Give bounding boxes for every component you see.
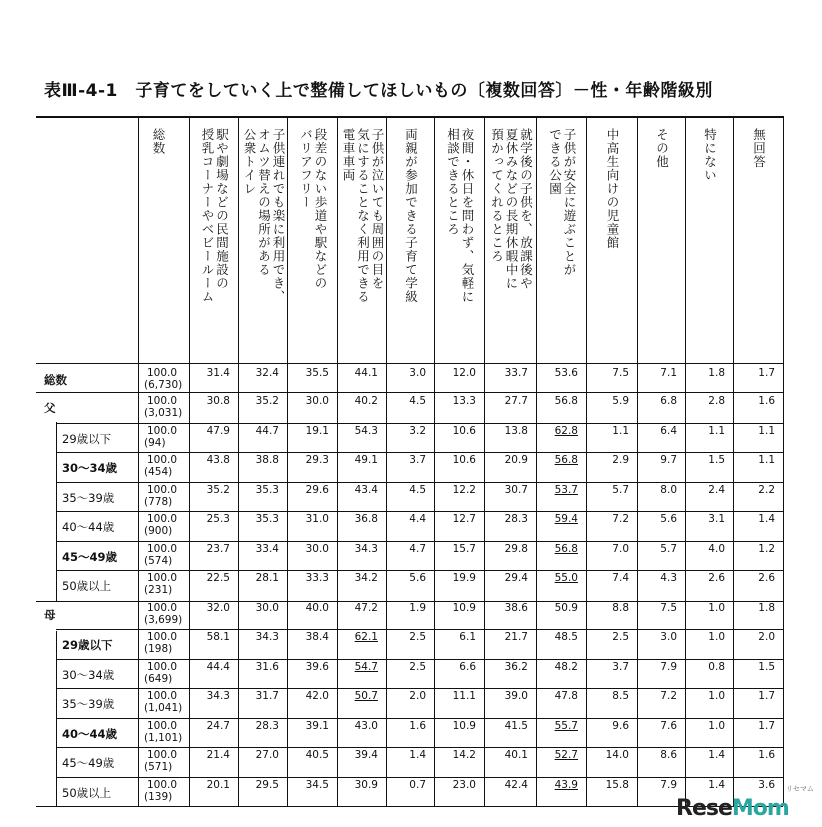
cell-value: 36.8 xyxy=(354,513,378,525)
cell-value: 1.4 xyxy=(758,513,775,525)
row-count: (649) xyxy=(144,672,173,685)
cell-value: 39.1 xyxy=(305,719,329,732)
cell-value: 30.9 xyxy=(354,778,378,791)
row-total: 100.0 xyxy=(147,719,178,732)
column-header xyxy=(403,128,418,304)
cell-value: 40.1 xyxy=(504,749,528,761)
cell-value: 50.7 xyxy=(354,690,378,702)
cell-value: 33.4 xyxy=(255,542,279,555)
cell-value: 14.2 xyxy=(452,749,476,761)
column-header-line: 気にすることなく利用できる xyxy=(355,128,371,304)
column-header-line: 夏休みなどの長期休暇中に xyxy=(504,128,519,290)
cell-value: 22.5 xyxy=(206,572,230,584)
cell-value: 29.6 xyxy=(305,483,329,496)
row-count: (1,041) xyxy=(144,702,183,714)
cell-value: 32.0 xyxy=(206,601,230,614)
cell-value: 33.7 xyxy=(504,367,528,379)
row-label: 30～34歳 xyxy=(62,667,115,682)
cell-value: 62.8 xyxy=(554,424,578,437)
cell-value: 19.9 xyxy=(452,572,476,584)
cell-value: 10.9 xyxy=(452,601,476,614)
row-label: 45～49歳 xyxy=(62,756,115,770)
cell-value: 6.6 xyxy=(459,660,476,673)
row-count: (198) xyxy=(144,643,173,655)
column-rule xyxy=(733,116,734,806)
row-label: 50歳以上 xyxy=(62,785,112,800)
row-count: (3,031) xyxy=(144,407,183,419)
row-total: 100.0 xyxy=(147,483,178,496)
cell-value: 43.4 xyxy=(354,483,378,496)
cell-value: 54.3 xyxy=(354,424,378,437)
column-header xyxy=(297,128,327,290)
cell-value: 3.2 xyxy=(409,424,426,437)
cell-value: 21.4 xyxy=(206,749,230,761)
cell-value: 24.7 xyxy=(206,719,230,732)
cell-value: 7.1 xyxy=(660,367,677,379)
row-rule xyxy=(56,747,783,748)
cell-value: 13.8 xyxy=(504,424,528,437)
column-header xyxy=(751,128,766,169)
row-rule xyxy=(56,423,783,424)
cell-value: 38.8 xyxy=(255,454,279,466)
row-total: 100.0 xyxy=(147,778,178,791)
cell-value: 1.0 xyxy=(708,719,725,732)
cell-value: 7.9 xyxy=(660,778,677,791)
table-top-rule xyxy=(36,116,783,118)
cell-value: 2.6 xyxy=(708,572,725,584)
cell-value: 42.0 xyxy=(305,690,329,702)
cell-value: 39.6 xyxy=(305,660,329,673)
cell-value: 29.5 xyxy=(255,778,279,791)
cell-value: 44.7 xyxy=(255,424,279,437)
cell-value: 23.7 xyxy=(206,542,230,555)
column-header-line: 中高生向けの児童館 xyxy=(605,128,620,250)
row-count: (900) xyxy=(144,525,173,537)
cell-value: 9.6 xyxy=(612,719,629,732)
column-rule xyxy=(434,116,435,806)
table-bottom-rule xyxy=(36,806,783,807)
cell-value: 10.9 xyxy=(452,719,476,732)
cell-value: 34.5 xyxy=(305,778,329,791)
column-header xyxy=(240,128,285,304)
cell-value: 1.1 xyxy=(758,424,775,437)
cell-value: 12.2 xyxy=(452,483,476,496)
cell-value: 4.5 xyxy=(409,395,426,407)
cell-value: 29.8 xyxy=(504,542,528,555)
cell-value: 1.4 xyxy=(708,749,725,761)
column-header-line: オムツ替えの場所がある xyxy=(256,128,272,277)
column-header-line: 子供が安全に遊ぶことが xyxy=(562,128,577,277)
column-header-line: 電車車両 xyxy=(341,128,356,182)
cell-value: 0.7 xyxy=(409,778,426,791)
cell-value: 2.6 xyxy=(758,572,775,584)
cell-value: 12.7 xyxy=(452,513,476,525)
column-header-line: 公衆トイレ xyxy=(242,128,257,196)
cell-value: 48.2 xyxy=(554,660,578,673)
cell-value: 19.1 xyxy=(305,424,329,437)
cell-value: 1.6 xyxy=(758,395,775,407)
cell-value: 7.2 xyxy=(612,513,629,525)
cell-value: 14.0 xyxy=(605,749,629,761)
column-header xyxy=(546,128,576,277)
row-count: (231) xyxy=(144,584,173,596)
column-header-line: バリアフリー xyxy=(298,128,314,209)
cell-value: 1.5 xyxy=(758,660,775,673)
cell-value: 3.7 xyxy=(612,660,629,673)
column-header-line: 子供連れでも楽に利用でき、 xyxy=(271,128,286,304)
cell-value: 5.7 xyxy=(660,542,677,555)
cell-value: 4.3 xyxy=(660,572,677,584)
watermark-logo: ReseMom xyxy=(676,796,789,821)
cell-value: 7.5 xyxy=(660,601,677,614)
cell-value: 23.0 xyxy=(452,778,476,791)
cell-value: 53.6 xyxy=(554,367,578,379)
cell-value: 34.3 xyxy=(255,631,279,643)
row-total: 100.0 xyxy=(147,513,178,525)
cell-value: 1.0 xyxy=(708,631,725,643)
cell-value: 7.9 xyxy=(660,660,677,673)
cell-value: 7.2 xyxy=(660,690,677,702)
column-rule xyxy=(586,116,587,806)
cell-value: 43.9 xyxy=(554,778,578,791)
column-header-line: 駅や劇場などの民間施設の xyxy=(214,128,230,290)
cell-value: 9.7 xyxy=(660,454,677,466)
row-rule xyxy=(56,541,783,542)
cell-value: 35.5 xyxy=(305,367,329,379)
cell-value: 47.9 xyxy=(206,424,230,437)
cell-value: 11.1 xyxy=(452,690,476,702)
cell-value: 2.9 xyxy=(612,454,629,466)
cell-value: 1.1 xyxy=(708,424,725,437)
cell-value: 31.0 xyxy=(305,513,329,525)
cell-value: 49.1 xyxy=(354,454,378,466)
cell-value: 1.6 xyxy=(758,749,775,761)
row-count: (454) xyxy=(144,466,173,478)
cell-value: 30.8 xyxy=(206,395,230,407)
cell-value: 2.5 xyxy=(409,660,426,673)
cell-value: 5.6 xyxy=(409,572,426,584)
cell-value: 8.6 xyxy=(660,749,677,761)
row-count: (94) xyxy=(144,436,166,449)
cell-value: 1.0 xyxy=(708,601,725,614)
cell-value: 39.0 xyxy=(504,690,528,702)
cell-value: 53.7 xyxy=(554,483,578,496)
column-rule xyxy=(287,116,288,806)
cell-value: 48.5 xyxy=(554,631,578,643)
row-total: 100.0 xyxy=(147,660,178,673)
cell-value: 20.1 xyxy=(206,778,230,791)
cell-value: 56.8 xyxy=(554,542,578,555)
cell-value: 38.4 xyxy=(305,631,329,643)
row-count: (139) xyxy=(144,790,173,803)
row-rule xyxy=(56,570,783,571)
cell-value: 2.0 xyxy=(758,631,775,643)
column-header-line: 無回答 xyxy=(751,128,767,169)
cell-value: 43.8 xyxy=(206,454,230,466)
cell-value: 40.5 xyxy=(305,749,329,761)
cell-value: 1.1 xyxy=(758,454,775,466)
cell-value: 25.3 xyxy=(206,513,230,525)
column-header-line: 預かってくれるところ xyxy=(489,128,505,263)
cell-value: 5.7 xyxy=(612,483,629,496)
row-rule xyxy=(56,629,783,630)
cell-value: 44.1 xyxy=(354,367,378,379)
row-total: 100.0 xyxy=(147,749,178,761)
row-total: 100.0 xyxy=(147,454,178,466)
cell-value: 4.5 xyxy=(409,483,426,496)
cell-value: 6.1 xyxy=(459,631,476,643)
cell-value: 3.7 xyxy=(409,454,426,466)
cell-value: 7.5 xyxy=(612,367,629,379)
cell-value: 20.9 xyxy=(504,454,528,466)
cell-value: 6.4 xyxy=(660,424,677,437)
column-header xyxy=(702,128,717,182)
cell-value: 1.4 xyxy=(708,778,725,791)
cell-value: 52.7 xyxy=(554,749,578,761)
row-count: (778) xyxy=(144,495,173,508)
cell-value: 50.9 xyxy=(554,601,578,614)
cell-value: 3.6 xyxy=(758,778,775,791)
cell-value: 36.2 xyxy=(504,660,528,673)
row-rule xyxy=(56,452,783,453)
cell-value: 47.8 xyxy=(554,690,578,702)
cell-value: 27.0 xyxy=(255,749,279,761)
column-header-line: 夜間・休日を問わず、気軽に xyxy=(460,128,475,304)
column-header-line: できる公園 xyxy=(547,128,563,196)
cell-value: 4.4 xyxy=(409,513,426,525)
cell-value: 2.2 xyxy=(758,483,775,496)
row-rule xyxy=(56,688,783,689)
row-count: (3,699) xyxy=(144,613,183,626)
cell-value: 1.8 xyxy=(708,367,725,379)
row-total: 100.0 xyxy=(147,542,178,555)
cell-value: 1.2 xyxy=(758,542,775,555)
column-header xyxy=(150,128,165,155)
cell-value: 38.6 xyxy=(504,601,528,614)
cell-value: 21.7 xyxy=(504,631,528,643)
row-total: 100.0 xyxy=(147,395,178,407)
cell-value: 2.4 xyxy=(708,483,725,496)
cell-value: 5.9 xyxy=(612,395,629,407)
cell-value: 7.6 xyxy=(660,719,677,732)
column-rule xyxy=(138,116,139,806)
row-total: 100.0 xyxy=(147,424,178,437)
column-header-line: 総数 xyxy=(151,128,166,155)
cell-value: 28.3 xyxy=(255,719,279,732)
row-label: 29歳以下 xyxy=(62,638,113,652)
cell-value: 44.4 xyxy=(206,660,230,673)
row-label: 30～34歳 xyxy=(62,461,118,475)
cell-value: 13.3 xyxy=(452,395,476,407)
column-header-line: 特にない xyxy=(702,128,718,182)
cell-value: 39.4 xyxy=(354,749,378,761)
column-rule xyxy=(783,116,784,806)
cell-value: 31.7 xyxy=(255,690,279,702)
row-rule xyxy=(56,777,783,778)
cell-value: 47.2 xyxy=(354,601,378,614)
cell-value: 3.0 xyxy=(409,367,426,379)
cell-value: 35.2 xyxy=(255,395,279,407)
cell-value: 40.2 xyxy=(354,395,378,407)
cell-value: 30.0 xyxy=(255,601,279,614)
cell-value: 1.7 xyxy=(758,719,775,732)
column-header xyxy=(488,128,533,290)
column-rule xyxy=(536,116,537,806)
cell-value: 1.6 xyxy=(409,719,426,732)
cell-value: 4.0 xyxy=(708,542,725,555)
cell-value: 33.3 xyxy=(305,572,329,584)
row-rule xyxy=(56,511,783,512)
cell-value: 34.2 xyxy=(354,572,378,584)
column-header-line: 授乳コーナーやベビールーム xyxy=(200,128,215,304)
row-label: 35～39歳 xyxy=(62,697,115,711)
row-rule xyxy=(56,482,783,483)
column-header-line: 段差のない歩道や駅などの xyxy=(313,128,328,290)
cell-value: 15.7 xyxy=(452,542,476,555)
cell-value: 28.3 xyxy=(504,513,528,525)
cell-value: 41.5 xyxy=(504,719,528,732)
cell-value: 31.6 xyxy=(255,660,279,673)
row-label: 総数 xyxy=(44,373,67,387)
cell-value: 7.0 xyxy=(612,542,629,555)
cell-value: 1.7 xyxy=(758,690,775,702)
row-label: 40～44歳 xyxy=(62,520,115,534)
cell-value: 34.3 xyxy=(206,690,230,702)
cell-value: 0.8 xyxy=(708,660,725,673)
cell-value: 2.5 xyxy=(612,631,629,643)
cell-value: 28.1 xyxy=(255,572,279,584)
row-label: 50歳以上 xyxy=(62,579,112,593)
cell-value: 58.1 xyxy=(206,631,230,643)
column-header-line: 相談できるところ xyxy=(445,128,461,236)
cell-value: 1.4 xyxy=(409,749,426,761)
column-header-line: 子供が泣いても周囲の目を xyxy=(370,128,385,290)
cell-value: 54.7 xyxy=(354,660,378,673)
row-total: 100.0 xyxy=(147,601,178,614)
total-bottom-rule xyxy=(36,392,783,393)
watermark-caption: リセマム xyxy=(786,785,814,793)
cell-value: 7.4 xyxy=(612,572,629,584)
column-header-line: その他 xyxy=(654,128,670,169)
row-count: (6,730) xyxy=(144,379,183,391)
cell-value: 8.0 xyxy=(660,483,677,496)
row-rule xyxy=(56,659,783,660)
column-header xyxy=(654,128,669,169)
cell-value: 2.5 xyxy=(409,631,426,643)
column-header xyxy=(604,128,619,250)
row-label: 45～49歳 xyxy=(62,549,118,564)
cell-value: 4.7 xyxy=(409,542,426,555)
cell-value: 29.3 xyxy=(305,454,329,466)
row-label: 35～39歳 xyxy=(62,490,115,505)
row-rule xyxy=(56,718,783,719)
cell-value: 8.5 xyxy=(612,690,629,702)
cell-value: 56.8 xyxy=(554,454,578,466)
cell-value: 2.0 xyxy=(409,690,426,702)
cell-value: 56.8 xyxy=(554,395,578,407)
cell-value: 59.4 xyxy=(554,513,578,525)
cell-value: 3.1 xyxy=(708,513,725,525)
column-header xyxy=(339,128,384,304)
cell-value: 2.8 xyxy=(708,395,725,407)
row-label: 父 xyxy=(44,401,56,415)
table-title: 表Ⅲ-4-1 子育てをしていく上で整備してほしいもの〔複数回答〕－性・年齢階級別 xyxy=(44,81,713,101)
cell-value: 27.7 xyxy=(504,395,528,407)
cell-value: 62.1 xyxy=(354,631,378,643)
column-rule xyxy=(484,116,485,806)
cell-value: 8.8 xyxy=(612,601,629,614)
cell-value: 55.7 xyxy=(554,719,578,732)
cell-value: 55.0 xyxy=(554,572,578,584)
cell-value: 6.8 xyxy=(660,395,677,407)
age-group-rule xyxy=(56,631,57,807)
row-total: 100.0 xyxy=(147,572,178,584)
row-total: 100.0 xyxy=(147,690,178,702)
cell-value: 10.6 xyxy=(452,424,476,437)
cell-value: 1.1 xyxy=(612,424,629,437)
cell-value: 35.2 xyxy=(206,483,230,496)
cell-value: 15.8 xyxy=(605,778,629,791)
cell-value: 30.7 xyxy=(504,483,528,496)
cell-value: 1.0 xyxy=(708,690,725,702)
column-header-line: 両親が参加できる子育て学級 xyxy=(403,128,419,304)
row-total: 100.0 xyxy=(147,631,178,643)
cell-value: 1.8 xyxy=(758,601,775,614)
cell-value: 3.0 xyxy=(660,631,677,643)
row-count: (574) xyxy=(144,554,173,567)
row-label: 40～44歳 xyxy=(62,726,118,741)
column-header xyxy=(199,128,229,304)
cell-value: 10.6 xyxy=(452,454,476,466)
cell-value: 12.0 xyxy=(452,367,476,379)
cell-value: 32.4 xyxy=(255,367,279,379)
row-label: 29歳以下 xyxy=(62,431,112,446)
cell-value: 43.0 xyxy=(354,719,378,732)
column-header-line: 就学後の子供を、放課後や xyxy=(518,128,534,290)
row-count: (1,101) xyxy=(144,731,183,744)
cell-value: 1.9 xyxy=(409,601,426,614)
cell-value: 35.3 xyxy=(255,483,279,496)
row-total: 100.0 xyxy=(147,367,178,379)
row-label: 母 xyxy=(44,607,56,622)
cell-value: 31.4 xyxy=(206,367,230,379)
cell-value: 35.3 xyxy=(255,513,279,525)
cell-value: 42.4 xyxy=(504,778,528,791)
column-header xyxy=(444,128,474,304)
cell-value: 5.6 xyxy=(660,513,677,525)
cell-value: 34.3 xyxy=(354,542,378,555)
cell-value: 1.7 xyxy=(758,367,775,379)
header-bottom-rule xyxy=(36,363,783,364)
cell-value: 40.0 xyxy=(305,601,329,614)
cell-value: 1.5 xyxy=(708,454,725,466)
age-group-rule xyxy=(56,422,57,602)
cell-value: 30.0 xyxy=(305,395,329,407)
cell-value: 30.0 xyxy=(305,542,329,555)
cell-value: 29.4 xyxy=(504,572,528,584)
row-count: (571) xyxy=(144,761,173,773)
